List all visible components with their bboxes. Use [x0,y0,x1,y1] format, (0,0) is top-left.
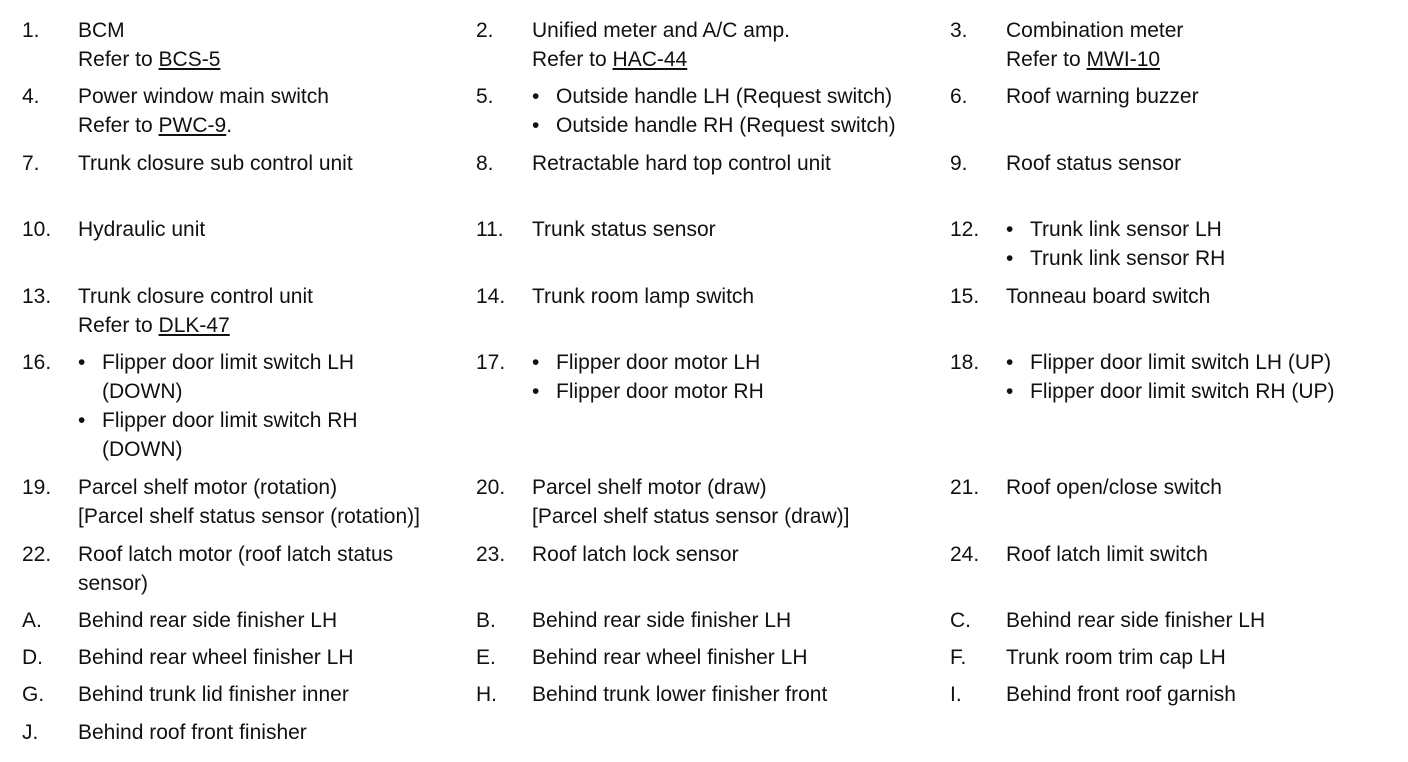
bullet-icon: • [1006,218,1014,241]
item-label: Hydraulic unit [78,218,206,241]
legend-row [0,149,1408,215]
item-number: 1. [22,19,40,42]
item-letter: D. [22,646,43,669]
item-label: Roof latch lock sensor [532,543,739,566]
bullet-item: • Flipper door limit switch RH (UP) [1006,377,1335,406]
legend-row [0,348,1408,473]
item-label: Trunk closure sub control unit [78,152,353,175]
refer-to-text: Refer to [78,48,153,71]
item-label: Behind rear side finisher LH [1006,609,1266,632]
item-letter: E. [476,646,496,669]
legend-row [0,282,1408,348]
item-label: Trunk room trim cap LH [1006,646,1226,669]
item-number: 18. [950,351,980,374]
item-reference [532,45,790,74]
item-letter: H. [476,683,497,706]
bullet-item: • Trunk link sensor RH [1006,244,1225,273]
item-label: Trunk closure control unit [78,285,313,308]
ref-link-dlk-47[interactable]: DLK-47 [158,314,230,337]
bullet-icon: • [532,85,540,108]
bullet-item: • Trunk link sensor LH [1006,215,1225,244]
item-number: 19. [22,476,52,499]
item-number: 10. [22,218,52,241]
item-number: 22. [22,543,52,566]
bullet-icon: • [1006,380,1014,403]
legend-row [0,606,1408,643]
item-label: Behind front roof garnish [1006,683,1236,706]
refer-to-text: Refer to [78,314,153,337]
bullet-item: • Flipper door limit switch RH (DOWN) [78,406,358,464]
item-number: 4. [22,85,40,108]
item-reference [78,45,220,74]
ref-link-mwi-10[interactable]: MWI-10 [1086,48,1161,71]
refer-to-text: Refer to [1006,48,1081,71]
item-label: Unified meter and A/C amp. [532,19,790,42]
ref-link-pwc-9[interactable]: PWC-9 [158,114,227,137]
refer-to-text: Refer to [78,114,153,137]
bullet-icon: • [78,351,86,374]
legend-row [0,215,1408,282]
bullet-item: • Outside handle LH (Request switch) [532,82,896,111]
item-label: Power window main switch [78,85,329,108]
item-number: 2. [476,19,494,42]
bullet-item: • Flipper door limit switch LH (DOWN) [78,348,358,406]
bullet-item: • Outside handle RH (Request switch) [532,111,896,140]
item-label: Combination meter [1006,19,1184,42]
item-number: 5. [476,85,494,108]
bullet-icon: • [1006,247,1014,270]
item-number: 24. [950,543,980,566]
item-label: Roof latch motor (roof latch status [78,543,394,566]
item-letter: J. [22,721,39,744]
legend-row [0,540,1408,606]
item-letter: A. [22,609,42,632]
item-reference [1006,45,1183,74]
item-reference [78,311,313,340]
item-letter: B. [476,609,496,632]
item-letter: I. [950,683,962,706]
bullet-icon: • [78,409,86,432]
bullet-icon: • [532,380,540,403]
item-label: Tonneau board switch [1006,285,1211,308]
legend-row [0,82,1408,149]
item-label: Behind rear wheel finisher LH [78,646,354,669]
item-number: 15. [950,285,980,308]
item-number: 16. [22,351,52,374]
item-letter: G. [22,683,45,706]
item-label: Parcel shelf motor (rotation) [78,476,338,499]
item-number: 6. [950,85,968,108]
item-number: 20. [476,476,506,499]
bullet-icon: • [532,114,540,137]
item-number: 21. [950,476,980,499]
item-number: 17. [476,351,506,374]
legend-row [0,473,1408,540]
item-number: 3. [950,19,968,42]
legend-row [0,718,1408,755]
item-label: Trunk room lamp switch [532,285,755,308]
item-reference [78,111,329,140]
item-label: Roof latch limit switch [1006,543,1208,566]
ref-link-hac-44[interactable]: HAC-44 [612,48,688,71]
item-label: Trunk status sensor [532,218,716,241]
item-number: 7. [22,152,40,175]
item-label: Behind rear wheel finisher LH [532,646,808,669]
item-label: Roof status sensor [1006,152,1182,175]
item-label: Behind rear side finisher LH [78,609,338,632]
bullet-icon: • [1006,351,1014,374]
refer-to-text: Refer to [532,48,607,71]
item-number: 8. [476,152,494,175]
item-number: 12. [950,218,980,241]
bullet-icon: • [532,351,540,374]
item-letter: C. [950,609,971,632]
item-label: Behind rear side finisher LH [532,609,792,632]
item-label: Behind roof front finisher [78,721,307,744]
item-number: 14. [476,285,506,308]
item-label: Parcel shelf motor (draw) [532,476,767,499]
legend-row [0,643,1408,680]
item-label: Roof warning buzzer [1006,85,1199,108]
ref-suffix: . [226,114,233,137]
item-label: Behind trunk lid finisher inner [78,683,349,706]
bullet-item: • Flipper door motor RH [532,377,764,406]
item-label: [Parcel shelf status sensor (rotation)] [78,505,420,528]
legend-row [0,16,1408,82]
component-legend [0,16,1408,755]
item-number: 13. [22,285,52,308]
item-label: Retractable hard top control unit [532,152,831,175]
item-number: 9. [950,152,968,175]
item-label: Roof open/close switch [1006,476,1222,499]
item-number: 23. [476,543,506,566]
item-label: sensor) [78,572,149,595]
bullet-item: • Flipper door limit switch LH (UP) [1006,348,1335,377]
item-label: [Parcel shelf status sensor (draw)] [532,505,850,528]
ref-link-bcs-5[interactable]: BCS-5 [158,48,221,71]
item-label: Behind trunk lower finisher front [532,683,828,706]
bullet-item: • Flipper door motor LH [532,348,764,377]
legend-row [0,680,1408,718]
item-number: 11. [476,218,504,241]
item-label: BCM [78,19,125,42]
item-letter: F. [950,646,967,669]
